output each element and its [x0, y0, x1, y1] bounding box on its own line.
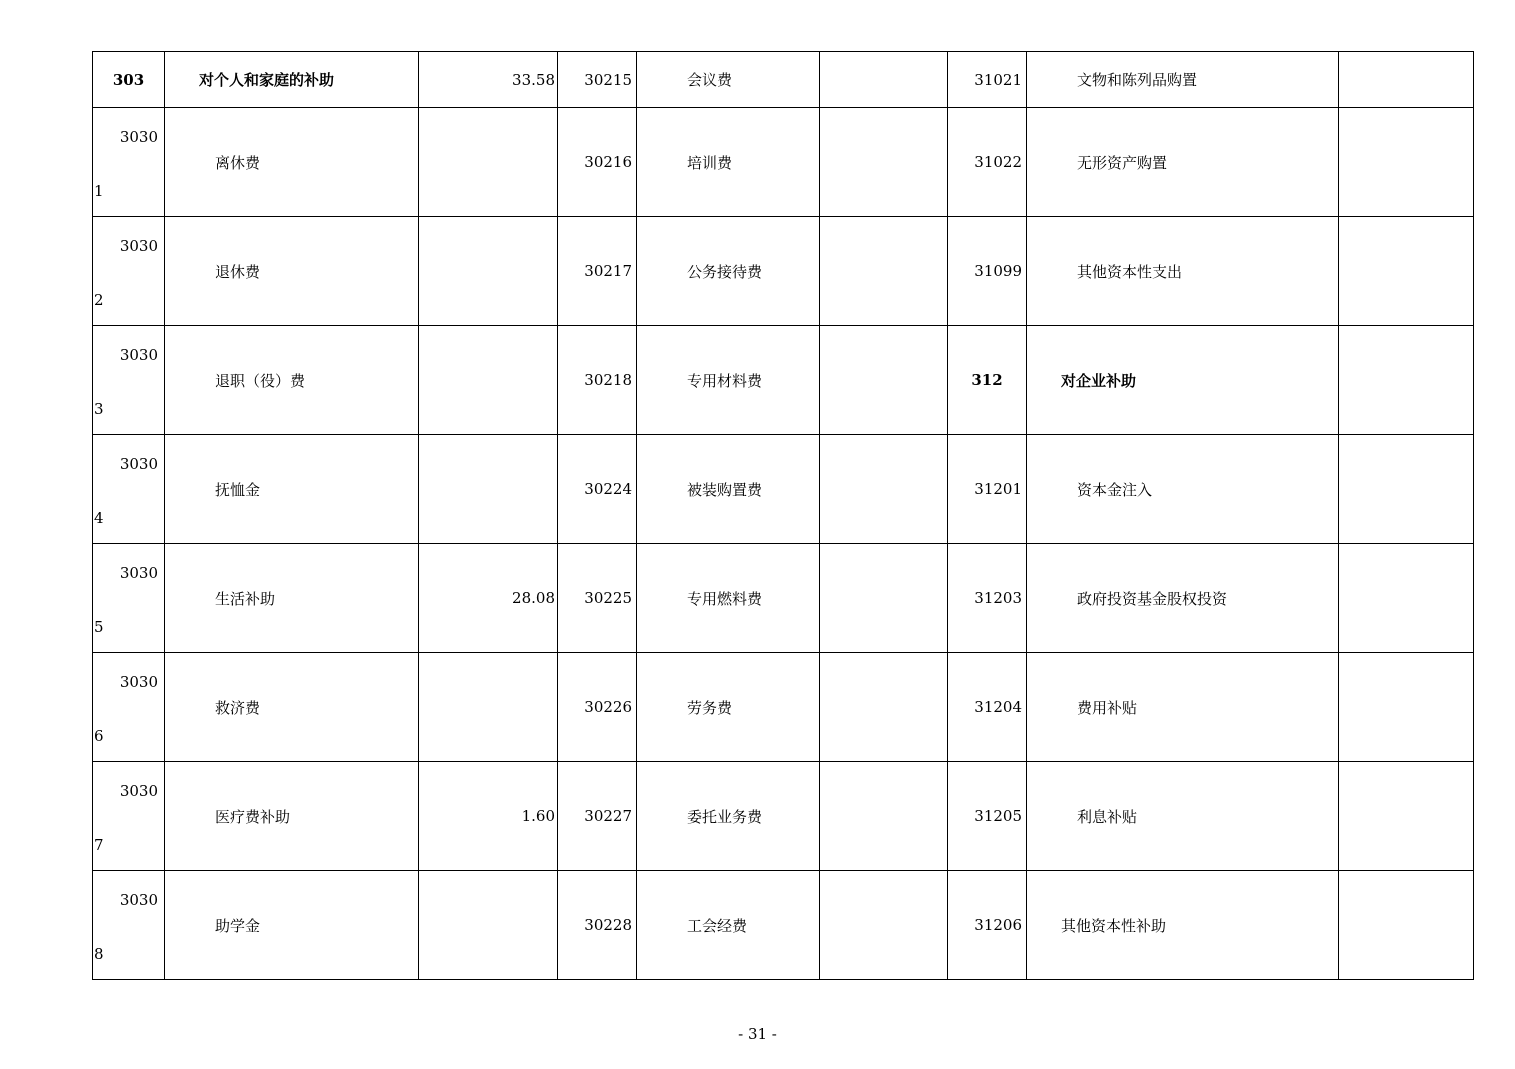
economic-code: 30226: [558, 653, 637, 762]
item-name: 政府投资基金股权投资: [1027, 544, 1339, 653]
item-name: 其他资本性补助: [1027, 871, 1339, 980]
amount: [419, 435, 558, 544]
table-row: [93, 52, 1474, 108]
amount: [419, 326, 558, 435]
table-row: [93, 762, 1474, 871]
amount: [820, 217, 948, 326]
economic-code: 31205: [948, 762, 1027, 871]
economic-code: 30225: [558, 544, 637, 653]
economic-code: 30227: [558, 762, 637, 871]
item-name: 对个人和家庭的补助: [165, 52, 419, 108]
amount: [820, 544, 948, 653]
amount: [820, 326, 948, 435]
code-part: 5: [94, 618, 104, 636]
code-part: 3030: [119, 891, 158, 909]
economic-code: 30218: [558, 326, 637, 435]
item-name: 文物和陈列品购置: [1027, 52, 1339, 108]
code-part: 3030: [119, 128, 158, 146]
item-name: 委托业务费: [637, 762, 820, 871]
code-part: 3030: [119, 346, 158, 364]
amount: [1339, 108, 1474, 217]
page-number: - 31 -: [738, 1025, 777, 1043]
item-name: 会议费: [637, 52, 820, 108]
economic-code: [93, 217, 165, 326]
amount: [820, 762, 948, 871]
amount: [1339, 653, 1474, 762]
economic-code: 30228: [558, 871, 637, 980]
item-name: 费用补贴: [1027, 653, 1339, 762]
item-name: 劳务费: [637, 653, 820, 762]
amount: [820, 435, 948, 544]
amount: [1339, 326, 1474, 435]
amount: [820, 52, 948, 108]
code-part: 3: [94, 400, 104, 418]
economic-code: [93, 435, 165, 544]
item-name: 医疗费补助: [165, 762, 419, 871]
item-name: 离休费: [165, 108, 419, 217]
item-name: 专用材料费: [637, 326, 820, 435]
code-part: 3030: [119, 782, 158, 800]
economic-code: [93, 871, 165, 980]
amount: [419, 653, 558, 762]
economic-code: 31201: [948, 435, 1027, 544]
item-name: 救济费: [165, 653, 419, 762]
code-part: 2: [94, 291, 104, 309]
table-row: [93, 326, 1474, 435]
item-name: 生活补助: [165, 544, 419, 653]
amount: 1.60: [419, 762, 558, 871]
amount: [820, 871, 948, 980]
economic-code: [93, 108, 165, 217]
item-name: 公务接待费: [637, 217, 820, 326]
table-row: [93, 544, 1474, 653]
amount: [1339, 544, 1474, 653]
item-name: 退职（役）费: [165, 326, 419, 435]
table-row: [93, 217, 1474, 326]
item-name: 利息补贴: [1027, 762, 1339, 871]
economic-code: 312: [948, 326, 1027, 435]
item-name: 其他资本性支出: [1027, 217, 1339, 326]
amount: [1339, 762, 1474, 871]
item-name: 抚恤金: [165, 435, 419, 544]
amount: [820, 108, 948, 217]
economic-code: 31206: [948, 871, 1027, 980]
item-name: 退休费: [165, 217, 419, 326]
table-row: [93, 653, 1474, 762]
economic-code: [93, 326, 165, 435]
economic-code: 31204: [948, 653, 1027, 762]
table-row: [93, 871, 1474, 980]
economic-code: 31022: [948, 108, 1027, 217]
amount: 28.08: [419, 544, 558, 653]
amount: [820, 653, 948, 762]
item-name: 培训费: [637, 108, 820, 217]
item-name: 资本金注入: [1027, 435, 1339, 544]
amount: [1339, 871, 1474, 980]
code-part: 8: [94, 945, 104, 963]
amount: [1339, 435, 1474, 544]
item-name: 被装购置费: [637, 435, 820, 544]
economic-code: [93, 544, 165, 653]
code-part: 3030: [119, 673, 158, 691]
economic-code: 30216: [558, 108, 637, 217]
economic-code: 30224: [558, 435, 637, 544]
amount: [1339, 52, 1474, 108]
amount: [419, 871, 558, 980]
economic-code: 31021: [948, 52, 1027, 108]
item-name: 专用燃料费: [637, 544, 820, 653]
economic-code: [93, 762, 165, 871]
budget-table: [92, 51, 1474, 980]
code-part: 3030: [119, 237, 158, 255]
code-part: 3030: [119, 564, 158, 582]
item-name: 工会经费: [637, 871, 820, 980]
code-part: 1: [94, 182, 104, 200]
item-name: 对企业补助: [1027, 326, 1339, 435]
table-row: [93, 435, 1474, 544]
code-part: 4: [94, 509, 104, 527]
item-name: 助学金: [165, 871, 419, 980]
economic-code: 31099: [948, 217, 1027, 326]
code-part: 6: [94, 727, 104, 745]
economic-code: [93, 653, 165, 762]
amount: [419, 108, 558, 217]
code-part: 7: [94, 836, 104, 854]
economic-code: 30215: [558, 52, 637, 108]
amount: [1339, 217, 1474, 326]
code-part: 3030: [119, 455, 158, 473]
economic-code: 30217: [558, 217, 637, 326]
economic-code: 31203: [948, 544, 1027, 653]
table-row: [93, 108, 1474, 217]
item-name: 无形资产购置: [1027, 108, 1339, 217]
economic-code: 303: [93, 52, 165, 108]
amount: 33.58: [419, 52, 558, 108]
amount: [419, 217, 558, 326]
